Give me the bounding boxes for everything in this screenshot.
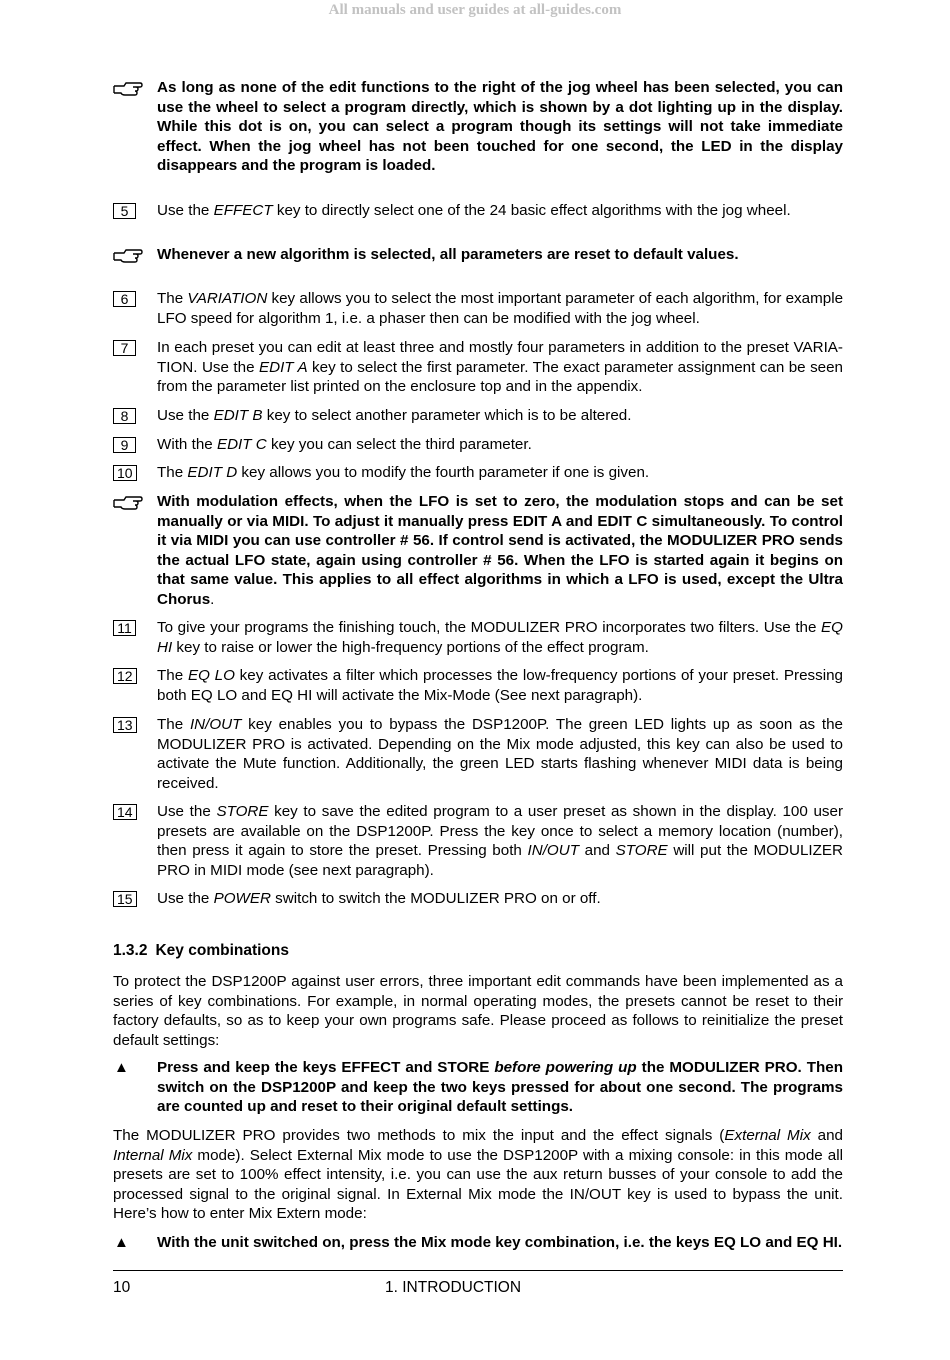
item-text: The EDIT D key allows you to modify the fourth parameter if one is given. xyxy=(157,464,650,481)
item-number: 10 xyxy=(113,465,137,481)
step-text: With the unit switched on, press the Mix mode key combination, i.e. the keys EQ LO and EQ HI. xyxy=(157,1234,843,1251)
section-number: 1.3.2 xyxy=(113,942,148,959)
item-text: Use the POWER switch to switch the MODULIZER PRO on or off. xyxy=(157,890,601,907)
item-number: 6 xyxy=(113,291,136,307)
note-text: Whenever a new algorithm is selected, all parameters are reset to default values. xyxy=(157,246,739,263)
intro-paragraph: To protect the DSP1200P against user errors, three important edit commands have been implemented as a series of key combinations. For example, in normal operating modes, the presets cannot be reset to their factory defaults, so as to keep your own programs safe. Please proceed as follows to reinitialize the preset default settings: xyxy=(113,973,843,1049)
section-title: Key combinations xyxy=(155,942,289,959)
note-text: With modulation effects, when the LFO is set to zero, the modulation stops and can be set manually or via MIDI. To adjust it manually press EDIT A and EDIT C simultaneously. To control it via MIDI you can use controller # 56. If control send is activated, the MODULIZER PRO sends the actual LFO state, again using controller # 56. When the LFO is started again it begins on that same value. This applies to all effect algorithms in which a LFO is used, except the Ultra Chorus. xyxy=(157,493,843,608)
item-text: The VARIATION key allows you to select the most important parameter of each algorithm, for example LFO speed for algorithm 1, i.e. a phaser then can be modified with the jog wheel. xyxy=(157,290,844,327)
item-text: The IN/OUT key enables you to bypass the DSP1200P. The green LED lights up as soon as the MODULIZER PRO is activated. Depending on the Mix mode adjusted, this key can also be used to activate the Mute function. Additionally, the green LED starts flashing whenever MIDI data is being received. xyxy=(157,716,843,792)
footer-rule xyxy=(113,1270,843,1271)
item-number: 9 xyxy=(113,437,136,453)
item-text: In each preset you can edit at least three and mostly four parameters in addition to the preset VARIA-TION. Use the EDIT A key to select the first parameter. The exact parameter assignment can be seen from the parameter list printed on the enclosure top and in the appendix. xyxy=(157,339,844,396)
chapter-title: 1. INTRODUCTION xyxy=(385,1279,522,1296)
item-text: To give your programs the finishing touch, the MODULIZER PRO incorporates two filters. Use the EQ HI key to raise or lower the high-frequency portions of the effect program. xyxy=(157,619,843,656)
item-text: With the EDIT C key you can select the third parameter. xyxy=(157,436,532,453)
step-text: Press and keep the keys EFFECT and STORE before powering up the MODULIZER PRO. Then switch on the DSP1200P and keep the two keys pressed for about one second. The programs are counted up and reset to their original default settings. xyxy=(157,1059,843,1116)
item-text: The EQ LO key activates a filter which processes the low-frequency portions of your preset. Pressing both EQ LO and EQ HI will activate the Mix-Mode (See next paragraph). xyxy=(157,667,843,704)
item-number: 11 xyxy=(113,620,136,636)
item-text: Use the EDIT B key to select another parameter which is to be altered. xyxy=(157,407,632,424)
item-number: 15 xyxy=(113,891,137,907)
item-number: 8 xyxy=(113,408,136,424)
note-text: As long as none of the edit functions to the right of the jog wheel has been selected, you can use the wheel to select a program directly, which is shown by a dot lighting up in the display. While this dot is on, you can select a program though its settings will not take immediate effect. When the jog wheel has not been touched for one second, the LED in the display disappears and the program is loaded. xyxy=(157,79,843,175)
triangle-icon: ▲ xyxy=(114,1234,129,1251)
pointing-hand-icon xyxy=(113,80,143,98)
item-number: 14 xyxy=(113,804,137,820)
item-text: Use the STORE key to save the edited program to a user preset as shown in the display. 100 user presets are available on the DSP1200P. Press the key once to select a memory location (number), then press it again to store the preset. Pressing both IN/OUT and STORE will put the MODULIZER PRO in MIDI mode (see next paragraph). xyxy=(157,803,844,879)
item-number: 12 xyxy=(113,668,137,684)
item-number: 13 xyxy=(113,717,137,733)
item-number: 7 xyxy=(113,340,136,356)
triangle-icon: ▲ xyxy=(114,1059,129,1076)
item-text: Use the EFFECT key to directly select one of the 24 basic effect algorithms with the jog wheel. xyxy=(157,202,791,219)
pointing-hand-icon xyxy=(113,247,143,265)
pointing-hand-icon xyxy=(113,494,143,512)
page-number: 10 xyxy=(113,1279,131,1296)
watermark: All manuals and user guides at all-guides.com xyxy=(328,2,622,18)
section-heading xyxy=(113,942,289,960)
item-number: 5 xyxy=(113,203,136,219)
mix-paragraph: The MODULIZER PRO provides two methods to mix the input and the effect signals (External Mix and Internal Mix mode). Select External Mix mode to use the DSP1200P with a mixing console: in this mode all presets are set to 100% effect intensity, i.e. you can use the aux return busses of your console to add the processed signal to the original signal. In External Mix mode the IN/OUT key is used to bypass the unit. Here’s how to enter Mix Extern mode: xyxy=(113,1127,843,1223)
